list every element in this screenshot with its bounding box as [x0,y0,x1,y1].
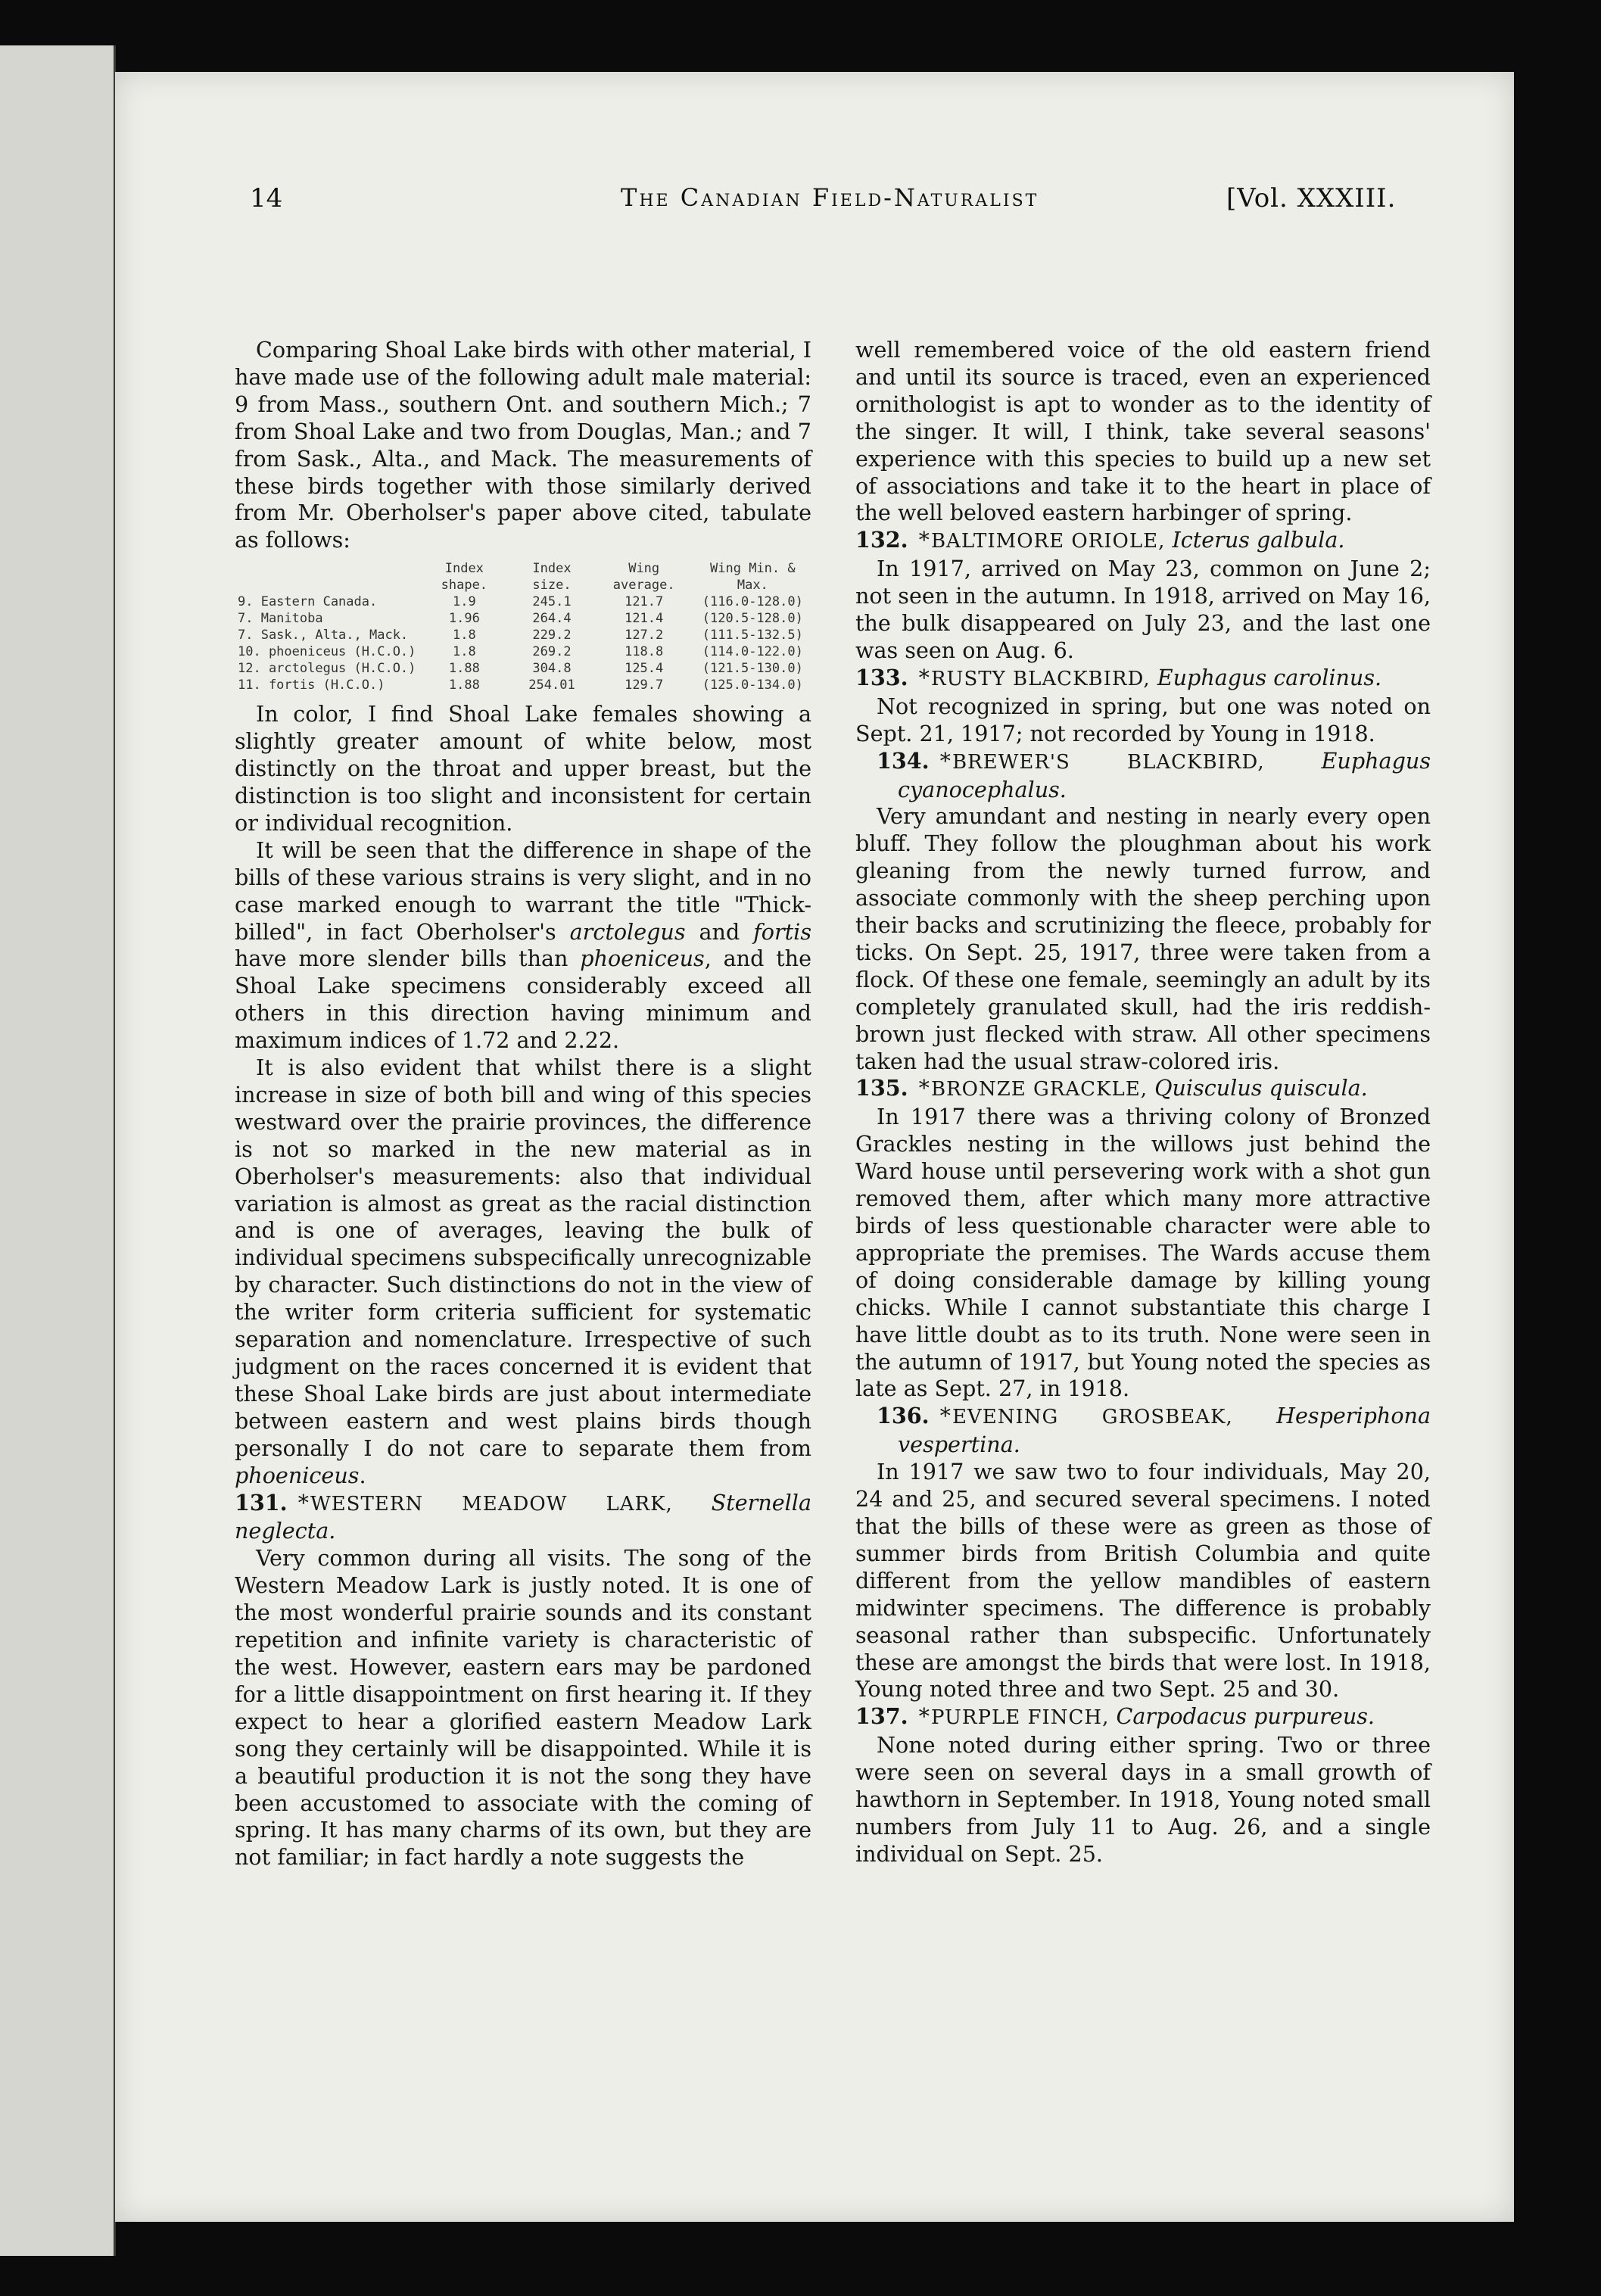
table-row [235,643,811,660]
paragraph-grosbeak: In 1917 we saw two to four individuals, May 20, 24 and 25, and secured several specimens. I noted that the bills of these were as green as those of summer birds from British Columbia and quite different from the yellow mandibles of eastern midwinter specimens. The difference is probably seasonal rather than subspecific. Unfortunately these are amongst the birds that were lost. In 1918, Young noted three and two Sept. 25 and 30. [855,1459,1431,1703]
table-header-row [235,560,811,593]
table-row [235,627,811,643]
paragraph-brewers: Very amundant and nesting in nearly every open bluff. They follow the ploughman about his work gleaning from the newly turned furrow, and associate commonly with the sheep perching upon their backs and scrutinizing the fleece, probably for ticks. On Sept. 25, 1917, three were taken from a flock. Of these one female, seemingly an adult by its completely granulated skull, had the iris reddish-brown just flecked with straw. All other specimens taken had the usual straw-colored iris. [855,803,1431,1074]
cell-minmax: (116.0-128.0) [702,594,803,610]
species-heading-136: 136. *EVENING GROSBEAK, Hesperiphona vespertina. [877,1403,1431,1458]
volume-label: [Vol. XXXIII. [1226,183,1397,213]
paragraph-evident: It is also evident that whilst there is a slight increase in size of both bill and wing of this species westward over the prairie provinces, the difference is not so marked in the new material as in Oberholser's measurements: also that individual variation is almost as great as the racial distinction and is one of averages, leaving the bulk of individual specimens subspecifically unrecognizable by character. Such distinctions do not in the view of the writer form criteria sufficient for systematic separation and nomenclature. Irrespective of such judgment on the races concerned it is evident that these Shoal Lake birds are just about intermediate between eastern and west plains birds though personally I do not care to separate them from phoeniceus. [235,1055,811,1488]
cell-shape: 1.88 [448,661,480,677]
species-heading-132: 132. *BALTIMORE ORIOLE, Icterus galbula. [855,527,1345,553]
species-heading-137: 137. *PURPLE FINCH, Carpodacus purpureus. [855,1703,1375,1730]
paragraph-finch: None noted during either spring. Two or three were seen on several days in a small growth of hawthorn in September. In 1918, Young noted small numbers from July 11 to Aug. 26, and a single individual on Sept. 25. [855,1732,1431,1867]
cell-shape: 1.8 [452,644,476,660]
right-column [855,337,1431,1868]
species-heading-133: 133. *RUSTY BLACKBIRD, Euphagus carolinus. [855,664,1382,690]
paragraph-comparison: Comparing Shoal Lake birds with other material, I have made use of the following adult male material: 9 from Mass., southern Ont. and southern Mich.; 7 from Shoal Lake and two from Douglas, Man.; and 7 from Sask., Alta., and Mack. The measurements of these birds together with those similarly derived from Mr. Oberholser's paper above cited, tabulate as follows: [235,337,811,553]
cell-size: 304.8 [532,661,572,677]
asterisk-icon: * [939,1403,951,1429]
cell-wing: 129.7 [625,678,664,693]
row-label: 7. Manitoba [238,611,323,627]
species-heading-131: 131. *WESTERN MEADOW LARK, Sternella neglecta. [235,1489,812,1544]
asterisk-icon: * [918,527,930,553]
journal-title: The Canadian Field-Naturalist [621,183,1039,212]
cell-wing: 121.7 [625,594,664,610]
cell-size: 254.01 [528,678,575,693]
paragraph-rusty: Not recognized in spring, but one was noted on Sept. 21, 1917; not recorded by Young in 1918. [855,693,1431,746]
table-header: Index shape. [441,561,488,593]
measurements-table [235,560,811,693]
cell-shape: 1.88 [448,678,480,693]
cell-size: 245.1 [532,594,572,610]
asterisk-icon: * [939,747,951,774]
cell-wing: 118.8 [625,644,664,660]
table-row [235,677,811,693]
cell-minmax: (121.5-130.0) [702,661,803,677]
row-label: 10. phoeniceus (H.C.O.) [238,644,416,660]
row-label: 9. Eastern Canada. [238,594,378,610]
paragraph-oriole: In 1917, arrived on May 23, common on June 2; not seen in the autumn. In 1918, arrived on May 16, the bulk disappeared on July 23, and the last one was seen on Aug. 6. [855,556,1431,663]
paragraph-continued: well remembered voice of the old eastern friend and until its source is traced, even an experienced ornithologist is apt to wonder as to the identity of the singer. It will, I think, take several seasons' experience with this species to build up a new set of associations and take it to the heart in place of the well beloved eastern harbinger of spring. [855,337,1431,526]
paragraph-bills: It will be seen that the difference in shape of the bills of these various strains is very slight, and in no case marked enough to warrant the title "Thick-billed", in fact Oberholser's arctolegus and fortis have more slender bills than phoeniceus, and the Shoal Lake specimens considerably exceed all others in this direction having minimum and maximum indices of 1.72 and 2.22. [235,836,811,1054]
table-row [235,610,811,627]
asterisk-icon: * [297,1489,309,1516]
species-heading-134: 134. *BREWER'S BLACKBIRD, Euphagus cyanocephalus. [877,747,1431,802]
paragraph-grackle: In 1917 there was a thriving colony of Bronzed Grackles nesting in the willows just behind the Ward house until persevering work with a shot gun removed them, after which many more attractive birds of less questionable character were able to appropriate the premises. The Wards accuse them of doing considerable damage by killing young chicks. While I cannot substantiate this charge I have little doubt as to its truth. None were seen in the autumn of 1917, but Young noted the species as late as Sept. 27, in 1918. [855,1104,1431,1402]
paragraph-meadow-lark: Very common during all visits. The song of the Western Meadow Lark is justly noted. It is one of the most wonderful prairie sounds and its constant repetition and infinite variety is characteristic of the west. However, eastern ears may be pardoned for a little disappointment on first hearing it. If they expect to hear a glorified eastern Meadow Lark song they certainly will be disappointed. While it is a beautiful production it is not the song they have been accustomed to associate with the coming of spring. It has many charms of its own, but they are not familiar; in fact hardly a note suggests the [235,1545,811,1871]
row-label: 7. Sask., Alta., Mack. [238,628,409,643]
species-heading-135: 135. *BRONZE GRACKLE, Quisculus quiscula. [855,1075,1368,1101]
cell-wing: 125.4 [625,661,664,677]
asterisk-icon: * [918,1075,930,1101]
cell-wing: 127.2 [625,628,664,643]
paragraph-color: In color, I find Shoal Lake females showing a slightly greater amount of white below, most distinctly on the throat and upper breast, but the distinction is too slight and inconsistent for certain or individual recognition. [235,701,811,836]
left-column [235,337,811,1871]
table-header: Wing average. [612,561,675,593]
row-label: 11. fortis (H.C.O.) [238,678,385,693]
table-header: Index size. [532,561,572,593]
cell-size: 264.4 [532,611,572,627]
table-header [235,560,419,593]
cell-shape: 1.9 [452,594,476,610]
table-header: Wing Min. & Max. [710,561,796,593]
cell-shape: 1.96 [448,611,480,627]
asterisk-icon: * [918,1703,930,1730]
page-number: 14 [250,183,283,213]
asterisk-icon: * [918,664,930,690]
cell-size: 229.2 [532,628,572,643]
cell-minmax: (114.0-122.0) [702,644,803,660]
cell-shape: 1.8 [452,628,476,643]
table-row [235,660,811,677]
cell-minmax: (120.5-128.0) [702,611,803,627]
row-label: 12. arctolegus (H.C.O.) [238,661,416,677]
cell-wing: 121.4 [625,611,664,627]
facing-page-edge [0,45,116,2256]
table-row [235,593,811,610]
cell-minmax: (125.0-134.0) [702,678,803,693]
cell-size: 269.2 [532,644,572,660]
cell-minmax: (111.5-132.5) [702,628,803,643]
